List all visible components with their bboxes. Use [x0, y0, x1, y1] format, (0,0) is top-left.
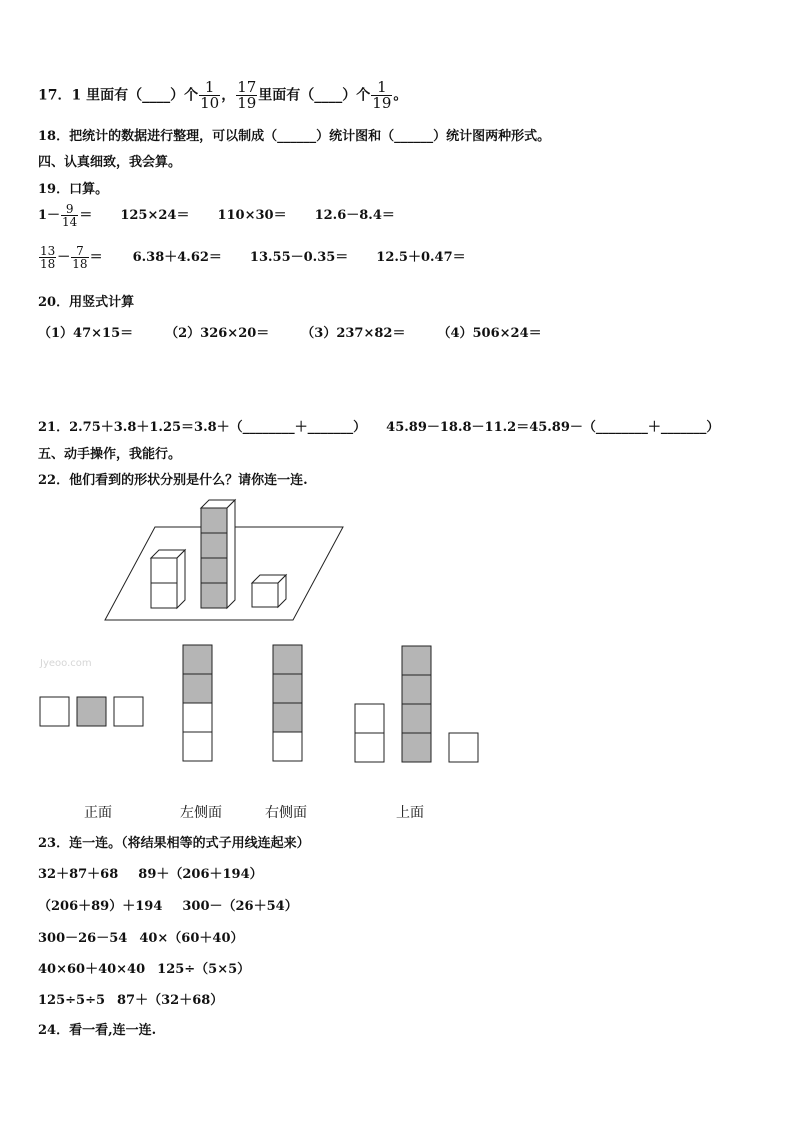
fraction-7-18: $\frac{7}{18}$	[72, 244, 88, 271]
question-20-title: 20．用竖式计算	[38, 295, 135, 310]
question-21: 21．2.75＋3.8＋1.25＝3.8＋（________＋_______） 45.89－18.8－11.2＝45.89－（________＋_______）	[38, 420, 720, 435]
label-top-view[interactable]: 上面	[396, 805, 424, 821]
q23-row-4	[38, 958, 250, 977]
label-right-view[interactable]: 右侧面	[265, 805, 307, 821]
q23-right-expression[interactable]: 125÷（5×5）	[157, 962, 251, 977]
question-19-title: 19．口算。	[38, 182, 109, 197]
view-option-column-1[interactable]	[183, 645, 212, 761]
section-4-heading: 四、认真细致，我会算。	[38, 155, 182, 170]
q23-row-1	[38, 863, 263, 882]
view-option-column-2[interactable]	[273, 645, 302, 761]
question-19-row-1: 1－ $\frac{9}{14}$ ＝ 125×24＝ 110×30＝ 12.6－8.4＝	[38, 202, 395, 229]
label-left-view[interactable]: 左侧面	[180, 805, 222, 821]
q23-left-expression[interactable]: 32＋87＋68	[38, 867, 119, 882]
platform-parallelogram	[105, 527, 343, 620]
question-23-title: 23．连一连。（将结果相等的式子用线连起来）	[38, 836, 310, 851]
single-cube	[252, 575, 286, 607]
question-22-title: 22．他们看到的形状分别是什么？请你连一连.	[38, 473, 308, 488]
fraction-1-10: $\frac{1}{10}$	[200, 78, 220, 112]
question-19-row-2: $\frac{13}{18}$ － $\frac{7}{18}$ ＝ 6.38＋4.62＝ 13.55－0.35＝ 12.5＋0.47＝	[40, 244, 466, 271]
fraction-9-14: $\frac{9}{14}$	[62, 202, 78, 229]
section-5-heading: 五、动手操作，我能行。	[38, 447, 182, 462]
q23-row-2	[38, 895, 298, 914]
q23-row-3	[38, 927, 244, 946]
question-18: 18．把统计的数据进行整理，可以制成（______）统计图和（______）统计图两种形式。	[38, 129, 551, 144]
label-front-view[interactable]: 正面	[84, 805, 112, 821]
question-24: 24．看一看,连一连.	[38, 1023, 157, 1038]
q23-left-expression[interactable]: 125÷5÷5	[38, 993, 106, 1008]
q23-right-expression[interactable]: 89＋（206＋194）	[138, 867, 263, 882]
q23-row-5	[38, 989, 223, 1008]
view-option-front-row[interactable]	[40, 697, 143, 726]
q23-right-expression[interactable]: 87＋（32＋68）	[117, 993, 224, 1008]
four-cube-tower	[201, 500, 235, 608]
fraction-13-18: $\frac{13}{18}$	[40, 244, 56, 271]
view-option-composite[interactable]	[355, 646, 478, 762]
watermark: Jyeoo.com	[40, 658, 92, 669]
fraction-17-19: $\frac{17}{19}$	[237, 78, 257, 112]
q23-right-expression[interactable]: 300－（26＋54）	[182, 899, 298, 914]
question-20-items: （1）47×15＝ （2）326×20＝ （3）237×82＝ （4）506×24＝	[38, 326, 542, 341]
q23-right-expression[interactable]: 40×（60＋40）	[139, 931, 244, 946]
question-17: 17．1 里面有（____）个 $\frac{1}{10}$ ， $\frac{17}{19}$ 里面有（____）个 $\frac{1}{19}$ 。	[38, 78, 408, 112]
two-cube-stack	[151, 550, 185, 608]
q23-left-expression[interactable]: 40×60＋40×40	[38, 962, 146, 977]
q23-left-expression[interactable]: 300－26－54	[38, 931, 128, 946]
q23-left-expression[interactable]: （206＋89）＋194	[38, 899, 163, 914]
fraction-1-19: $\frac{1}{19}$	[372, 78, 392, 112]
